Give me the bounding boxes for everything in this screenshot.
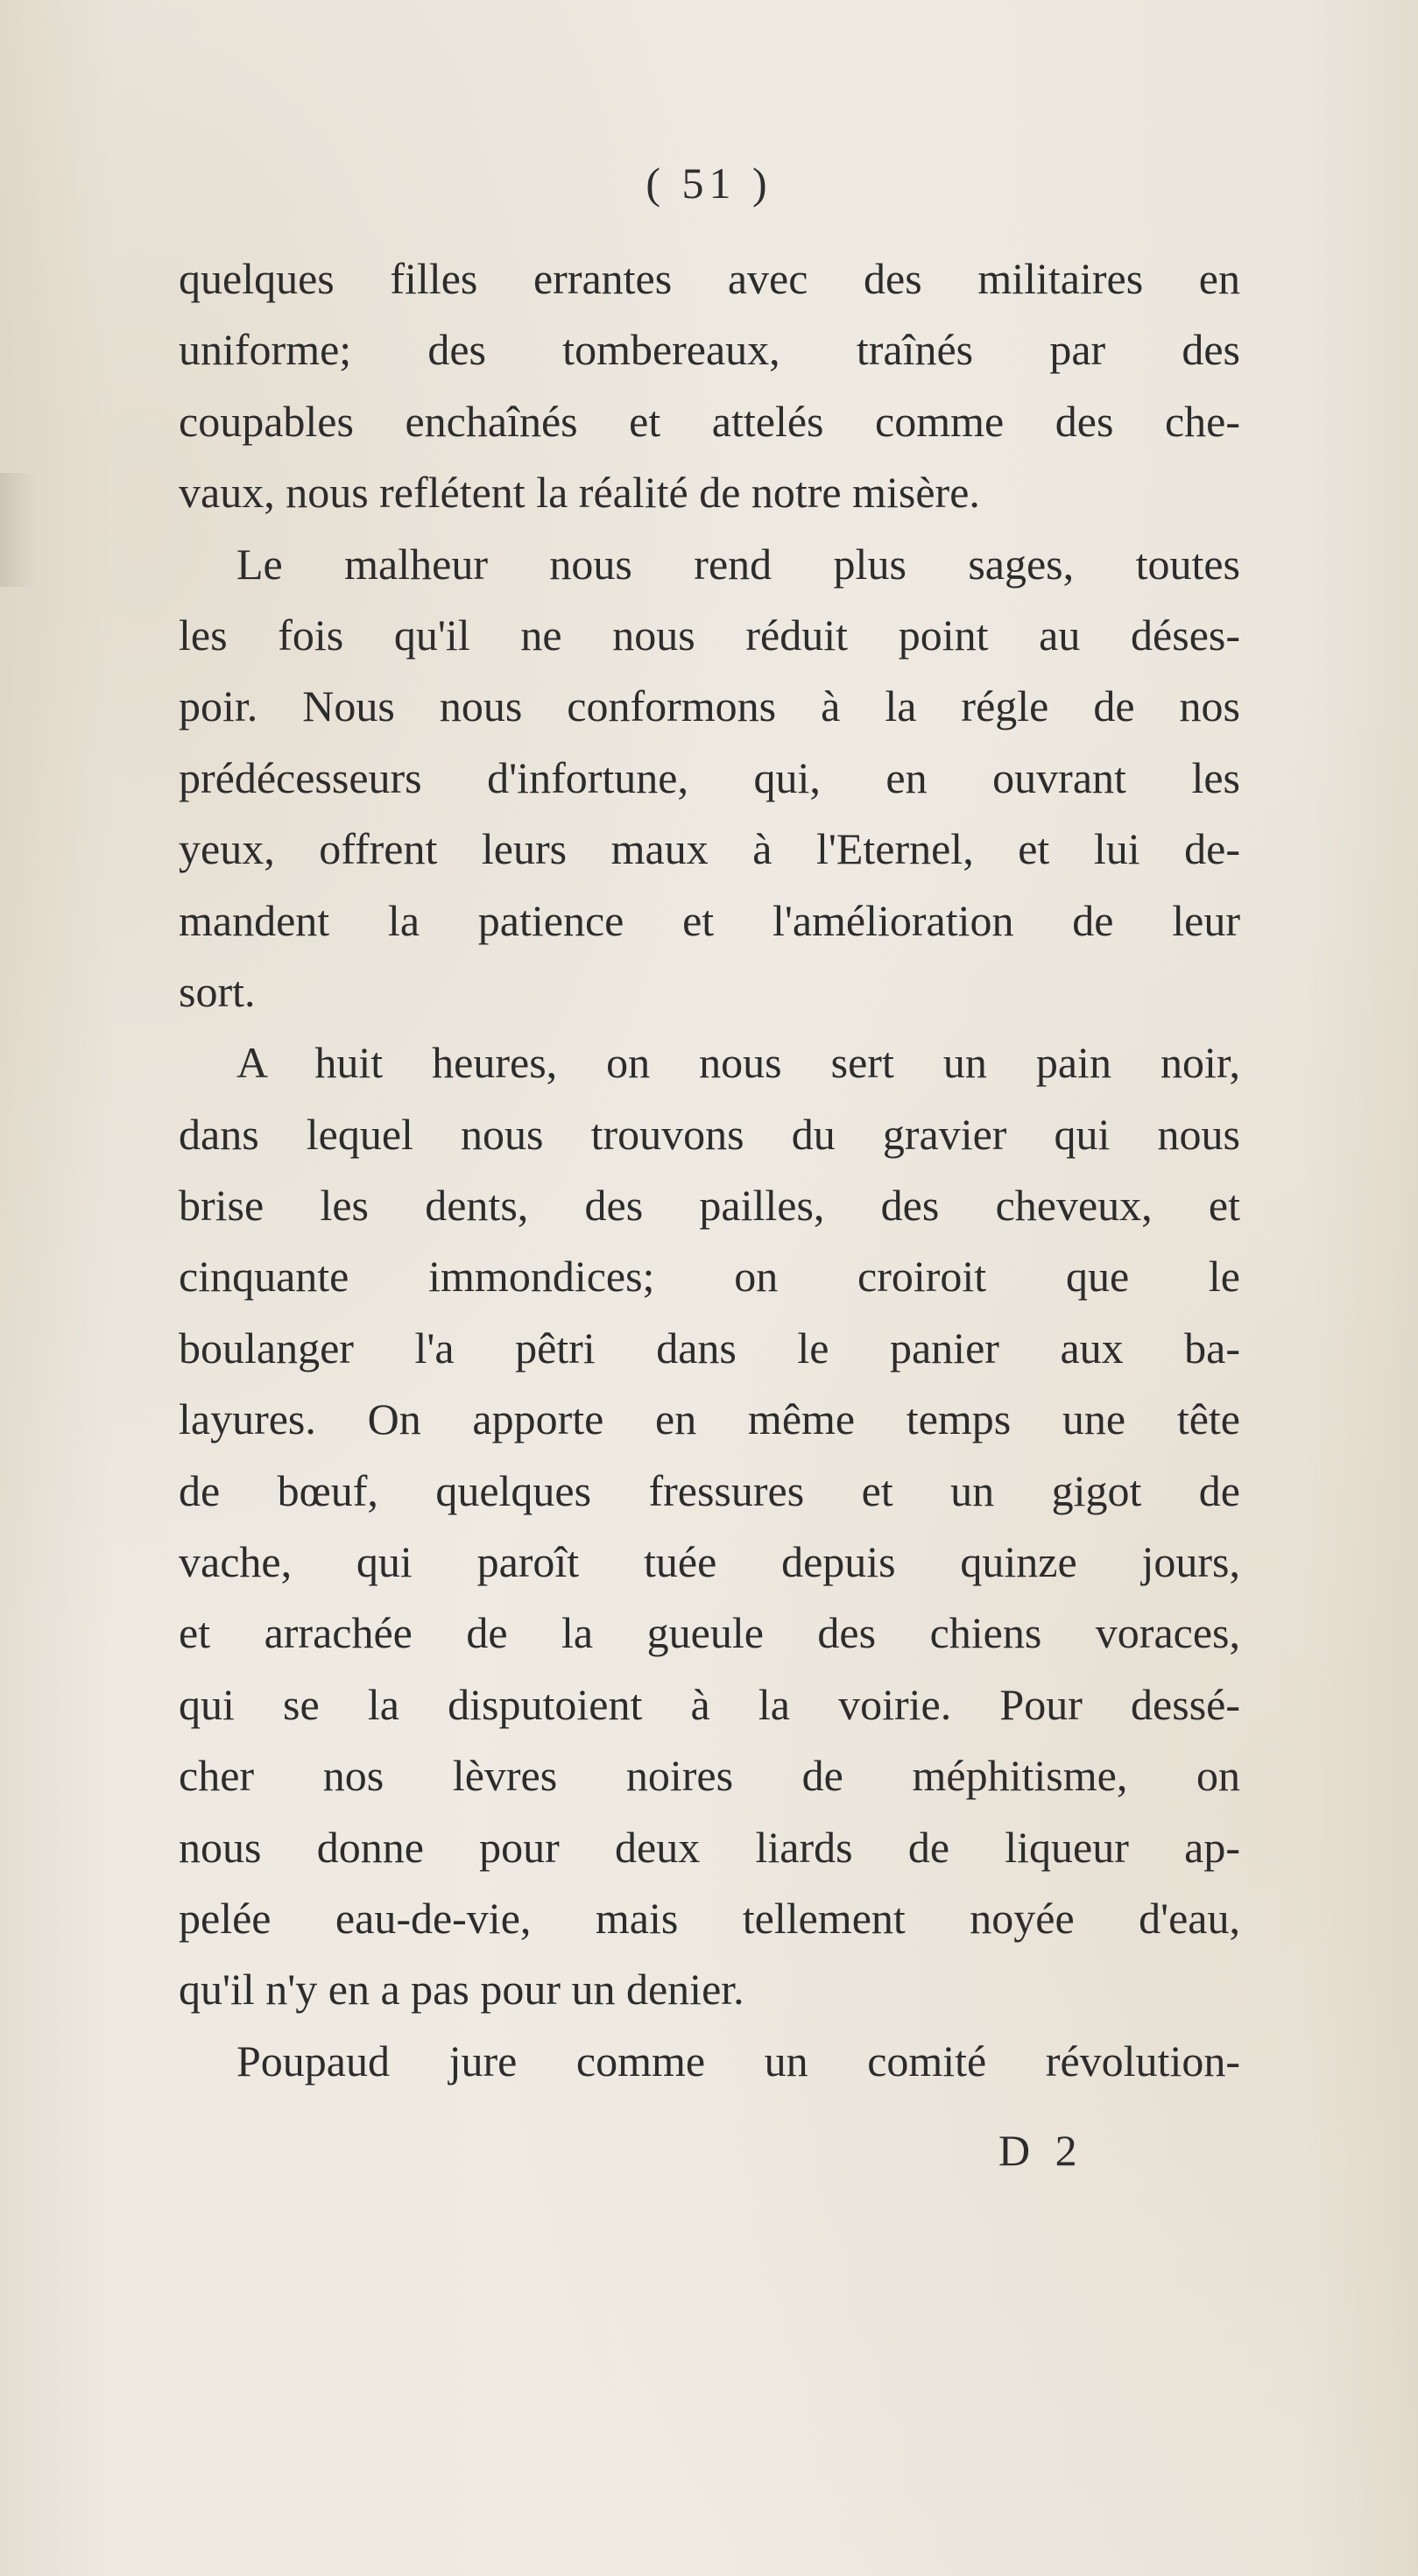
text-line: brise les dents, des pailles, des cheveux, et [179, 1181, 1240, 1231]
text-line: Le malheur nous rend plus sages, toutes [236, 539, 1240, 589]
text-line: cher nos lèvres noires de méphitisme, on [179, 1751, 1240, 1801]
text-line: vaux, nous reflétent la réalité de notre misère. [179, 468, 980, 518]
text-line: dans lequel nous trouvons du gravier qui nous [179, 1109, 1240, 1159]
text-line: pelée eau-de-vie, mais tellement noyée d'eau, [179, 1893, 1240, 1943]
text-line: qui se la disputoient à la voirie. Pour dessé- [179, 1679, 1240, 1729]
signature-mark: D 2 [998, 2126, 1084, 2175]
page-number: ( 51 ) [646, 159, 772, 208]
text-line: A huit heures, on nous sert un pain noir, [236, 1038, 1240, 1088]
text-line: et arrachée de la gueule des chiens voraces, [179, 1608, 1240, 1658]
text-line: prédécesseurs d'infortune, qui, en ouvrant les [179, 752, 1240, 802]
text-line: poir. Nous nous conformons à la régle de nos [179, 681, 1240, 731]
text-line: vache, qui paroît tuée depuis quinze jours, [179, 1537, 1240, 1587]
text-line: nous donne pour deux liards de liqueur ap- [179, 1822, 1240, 1872]
text-line: yeux, offrent leurs maux à l'Eternel, et lui de- [179, 824, 1240, 874]
text-line: sort. [179, 966, 256, 1016]
text-line: de bœuf, quelques fressures et un gigot de [179, 1465, 1240, 1515]
text-line: quelques filles errantes avec des militaires en [179, 254, 1240, 303]
text-line: layures. On apporte en même temps une tête [179, 1394, 1240, 1444]
text-line: cinquante immondices; on croiroit que le [179, 1252, 1240, 1302]
text-line: boulanger l'a pêtri dans le panier aux ba- [179, 1323, 1240, 1373]
text-line: uniforme; des tombereaux, traînés par des [179, 325, 1240, 375]
text-line: Poupaud jure comme un comité révolution- [236, 2036, 1240, 2086]
page-edge-stain [0, 473, 35, 587]
body-text [179, 243, 1240, 2097]
text-line: les fois qu'il ne nous réduit point au déses- [179, 610, 1240, 660]
text-line: qu'il n'y en a pas pour un denier. [179, 1965, 744, 2015]
text-line: coupables enchaînés et attelés comme des che- [179, 396, 1240, 446]
text-line: mandent la patience et l'amélioration de leur [179, 895, 1240, 945]
